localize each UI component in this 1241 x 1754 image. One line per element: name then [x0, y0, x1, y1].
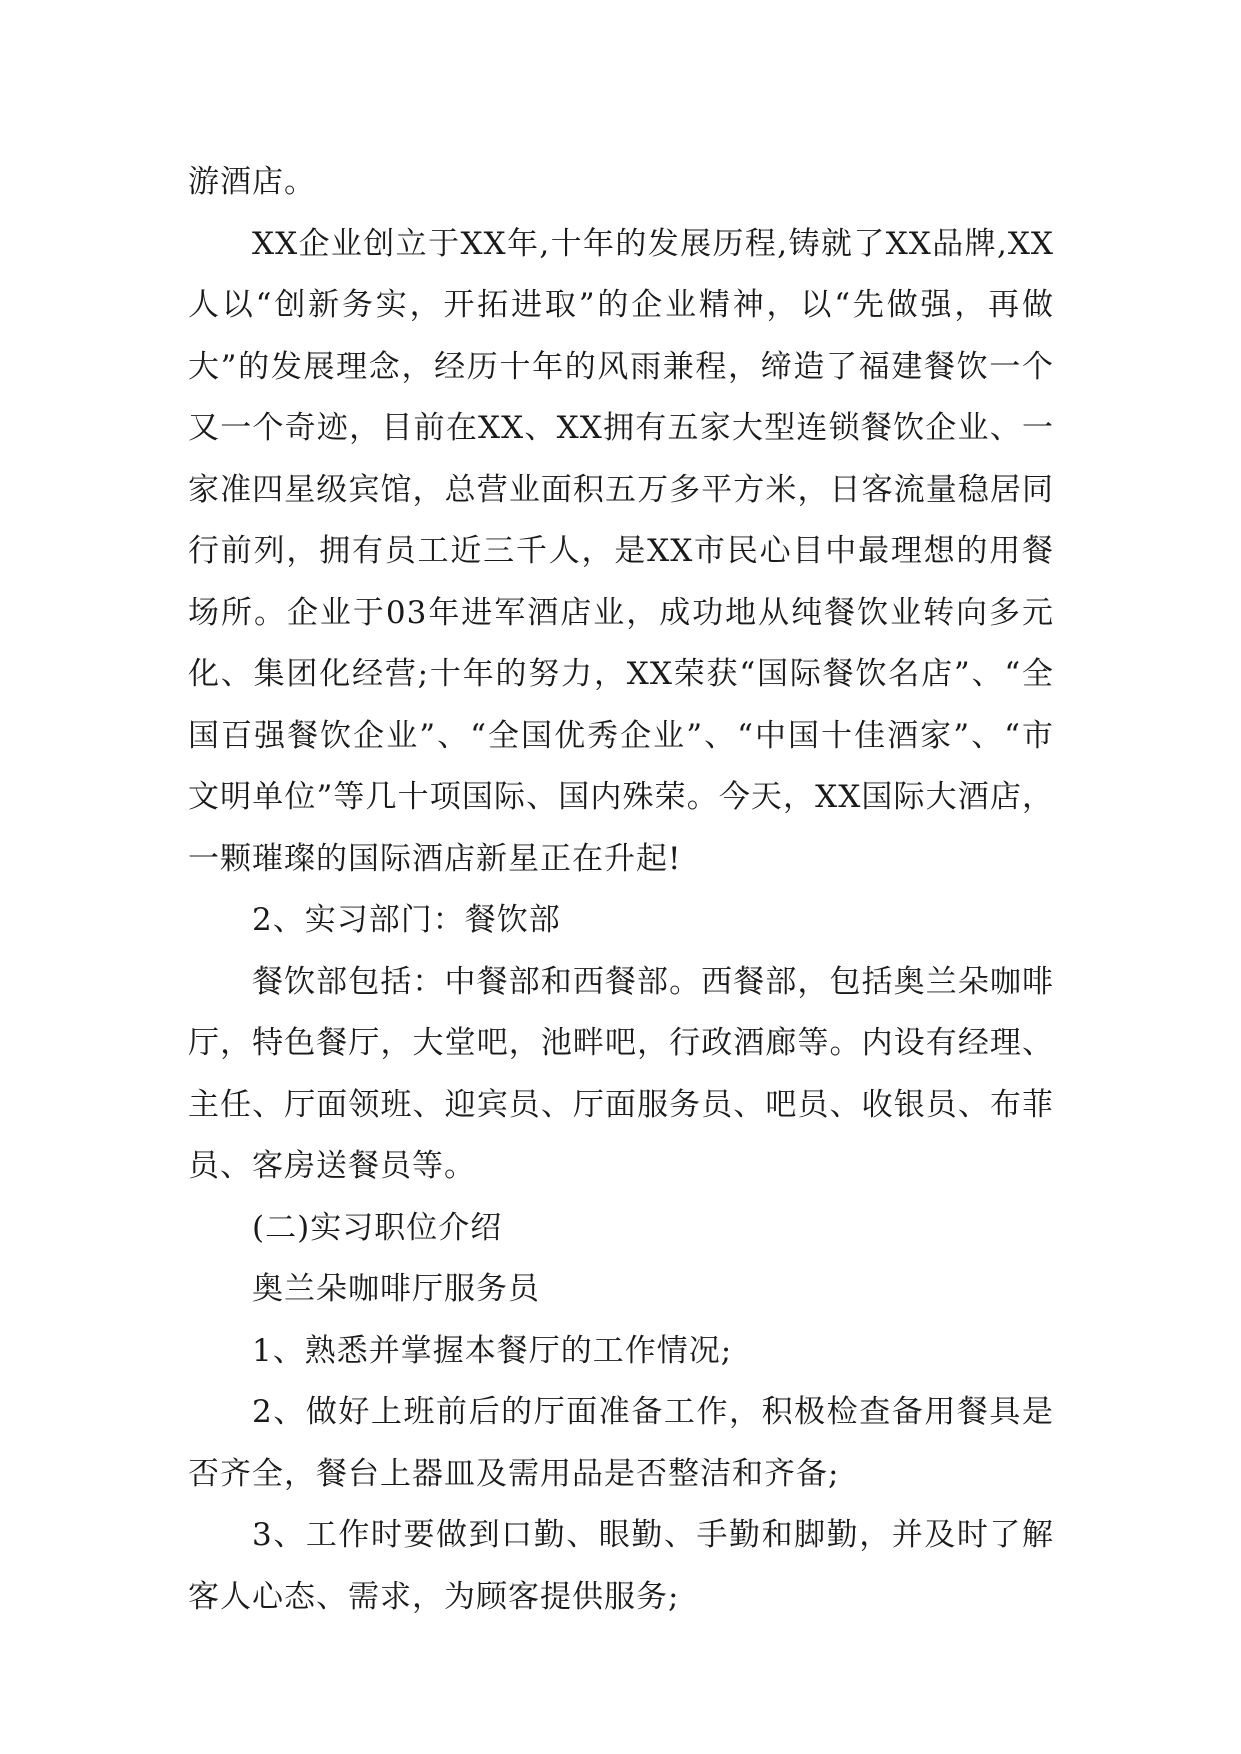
document-body [188, 152, 1054, 1628]
position-title: 奥兰朵咖啡厅服务员 [252, 1271, 540, 1307]
paragraph-department-description: 餐饮部包括：中餐部和西餐部。西餐部，包括奥兰朵咖啡厅，特色餐厅，大堂吧，池畔吧，行政酒廊等。内设有经理、主任、厅面领班、迎宾员、厅面服务员、吧员、收银员、布菲员、客房送餐员等。 [188, 963, 1054, 1184]
paragraph-continuation: 游酒店。 [188, 164, 316, 200]
section-heading-position-intro: (二)实习职位介绍 [252, 1209, 503, 1246]
section-heading-internship-department: 2、实习部门：餐饮部 [252, 902, 561, 938]
duty-item-2: 2、做好上班前后的厅面准备工作，积极检查备用餐具是否齐全，餐台上器皿及需用品是否整洁和齐备; [188, 1394, 1054, 1492]
duty-item-1: 1、熟悉并掌握本餐厅的工作情况; [252, 1332, 733, 1369]
paragraph-company-intro: XX企业创立于XX年,十年的发展历程,铸就了XX品牌,XX人以“创新务实，开拓进取”的企业精神，以“先做强，再做大”的发展理念，经历十年的风雨兼程，缔造了福建餐饮一个又一个奇迹，目前在XX、XX拥有五家大型连锁餐饮企业、一家准四星级宾馆，总营业面积五万多平方米，日客流量稳居同行前列，拥有员工近三千人，是XX市民心目中最理想的用餐场所。企业于03年进军酒店业，成功地从纯餐饮业转向多元化、集团化经营;十年的努力，XX荣获“国际餐饮名店”、“全国百强餐饮企业”、“全国优秀企业”、“中国十佳酒家”、“市文明单位”等几十项国际、国内殊荣。今天，XX国际大酒店，一颗璀璨的国际酒店新星正在升起! [188, 225, 1054, 877]
duty-item-3: 3、工作时要做到口勤、眼勤、手勤和脚勤，并及时了解客人心态、需求，为顾客提供服务; [188, 1517, 1054, 1615]
